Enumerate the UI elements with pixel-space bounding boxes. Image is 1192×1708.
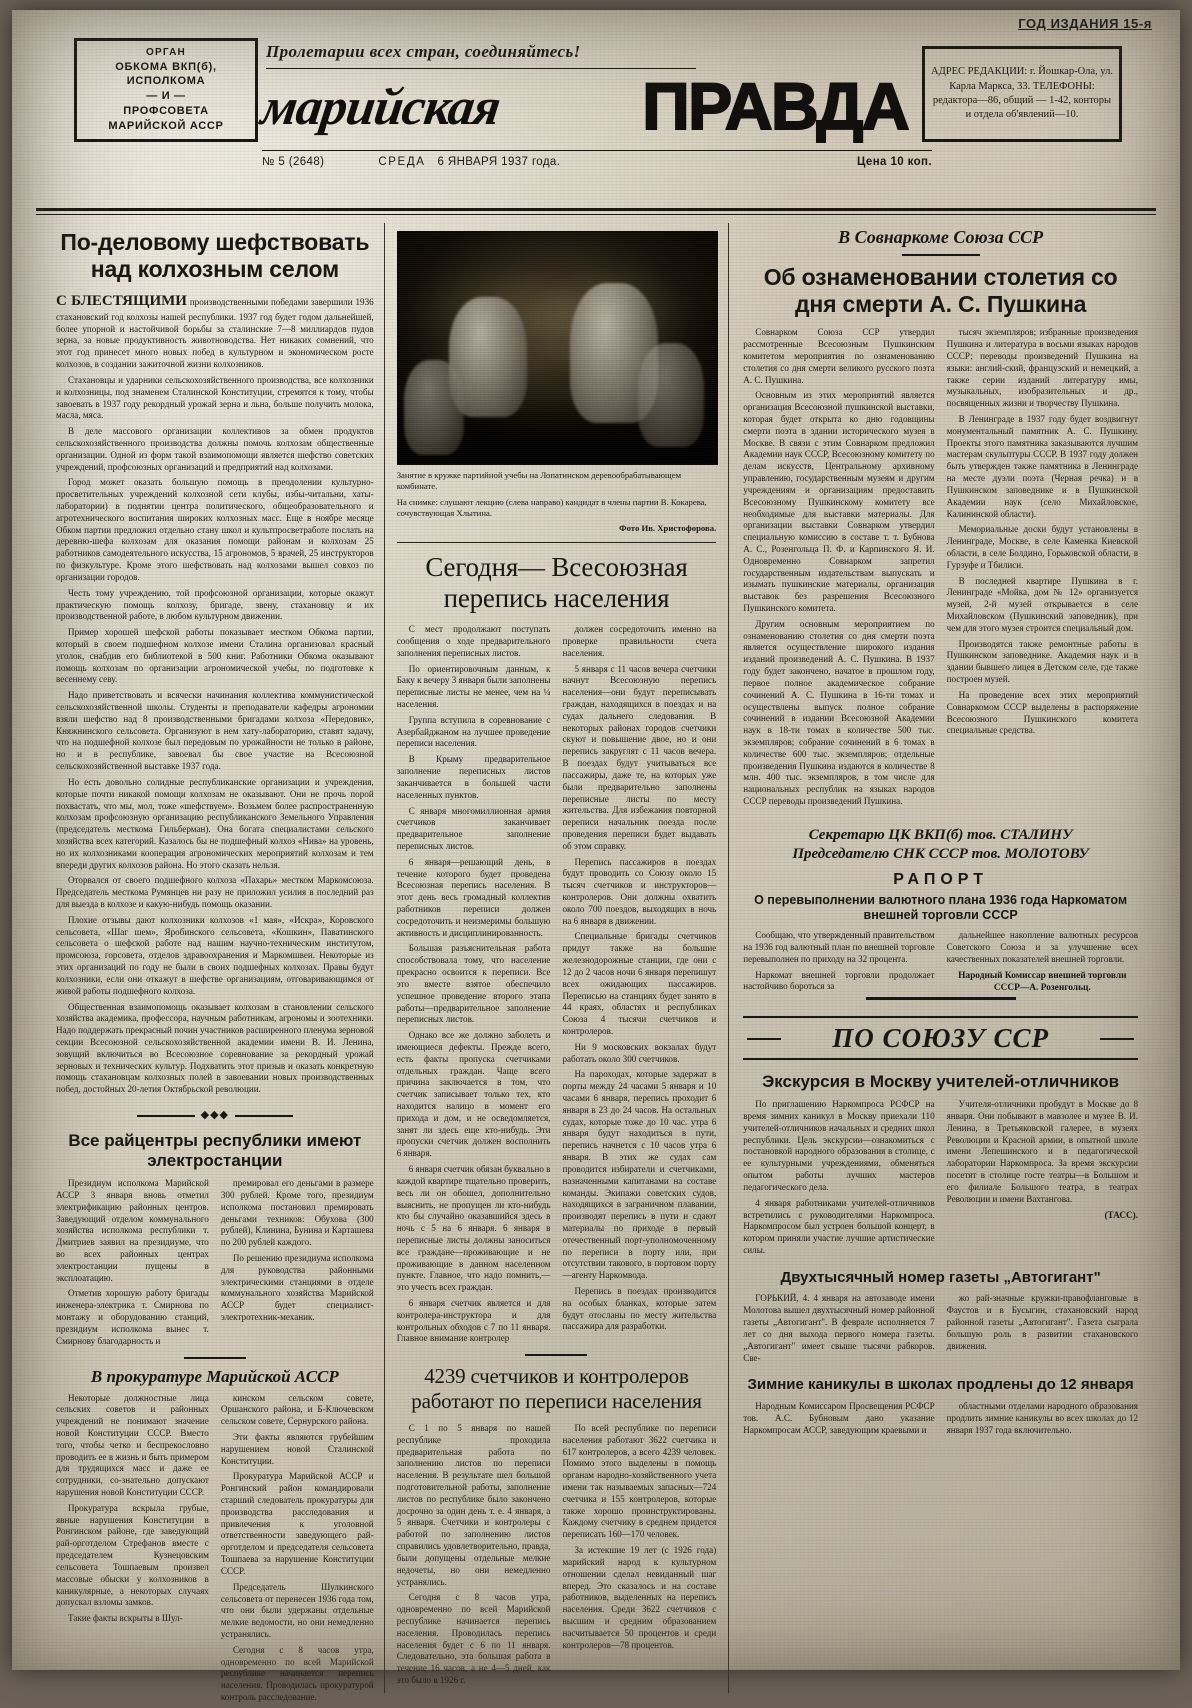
prosecutor-divider (184, 1357, 246, 1359)
census-paragraph: Большая разъяснительная работа способствовала тому, что население прекрасно освоится к переписи. Все это вместе взятое обеспечило успешное проведение второго этапа работы—предварительное заполнение переписных листов. (396, 943, 551, 1025)
winter-holidays-headline: Зимние каникулы в школах продлены до 12 января (747, 1376, 1134, 1394)
prosecutor-paragraph: Такие факты вскрыты в Шул- (68, 1613, 183, 1624)
census-paragraph: 5 января с 11 часов вечера счетчики начнут Всесоюзную перепись населения—они будут переписывать граждан, находящихся в поездах и на судах дальнего следования. В некоторых районах городов счетчики скуют и повышение двое, но и они перепись закруглят с 11 часов вечера. В поездах будут учитываться все пассажиры, даже те, на которых уже были предварительно заполнены переписные листы по месту жительства. Для избежания повторной переписи начальник поезда после проведения переписи будет выдавать об этом справку. (562, 663, 717, 851)
census-body (397, 624, 717, 1349)
editorial-address-box: АДРЕС РЕДАКЦИИ: г. Йошкар-Ола, ул. Карла Маркса, 33. ТЕЛЕФОНЫ: редактора—86, общий — 1-42, конторы и отдела об'явлений—10. (922, 46, 1122, 142)
pushkin-headline: Об ознаменовании столетия со дня смерти А. С. Пушкина (763, 264, 1118, 317)
census-paragraph: 6 января—решающий день, в течение которого будет проведена Всесоюзная перепись населения. В этот день весь громадный коллектив работников переписи должен сосредоточить и неизмеримы большую активность и дисциплинированность. (396, 856, 551, 938)
autogigant-body (743, 1293, 1138, 1368)
census-paragraph: На пароходах, которые задержат в порты между 24 часами 5 января и 10 часами 6 января, перепись проходит 6 января в 23 до 24 часов. На остальных судах, которые тоже до 10 час. утра 6 января будут находиться в пути, перепись начнется с 10 часов утра 6 января. В этих же судах сам проводится избиратели и счетчиками, назначенными капитанами на составе команды. Экипажи советских судов, находящихся в заграничном плавании, производят перепись в пути и сдают материалы по приходе в первый отечественный порт-уполномоченному по переписи в порту или, при отсутствии такового, в портовом порту—агенту Наркомвода. (562, 1069, 717, 1281)
issue-divider (262, 150, 932, 151)
winter-holidays-col-b (947, 1401, 1138, 1440)
pushkin-paragraph: На проведение всех этих мероприятий Совнаркомом СССР выделены в распоряжение Всесоюзного Пушкинского комитета специальные средства. (946, 689, 1138, 736)
publisher-line-6: МАРИЙСКОЙ АССР (108, 120, 224, 133)
publisher-line-3: ИСПОЛКОМА (126, 75, 206, 88)
winter-holidays-paragraph: Народным Комиссаром Просвещения РСФСР тов. А.С. Бубновым дано указание Наркомпросам АССР, заведующим краевыми и (743, 1401, 935, 1435)
column-center (384, 223, 730, 1693)
editorial-paragraph: В деле массового организации коллективов за обмен продуктов сельскохозяйственного производства должны помочь колхозам общественные организации. Одной из форм такой взаимопомощи является шефство советских учреждений, профсоюзных организаций и предприятий над колхозами. (56, 426, 374, 472)
editorial-paragraph: Честь тому учреждению, той профсоюзной организации, которые окажут практическую помощь колхозу, бригаде, звену, стахановцу и их производственной работе, в любом культурном движении. (56, 587, 374, 622)
power-stations-paragraph: По решению президиума исполкома для руководства районными электрическими станциями в отделе коммунального хозяйства Марийской АССР будет специалист-электротехник-механик. (220, 1253, 374, 1323)
census-paragraph: Перепись в поездах производится на особых бланках, которые затем будут отосланы по месту жительства пассажира для разработки. (562, 1286, 717, 1332)
photo-figure (404, 360, 464, 455)
publisher-line-4: — И — (146, 90, 186, 103)
report-col-a (743, 930, 934, 997)
editorial-paragraph: Общественная взаимопомощь оказывает колхозам в становлении сельского хозяйства академика, профессора, научным работникам, агрономы и зоотехники. Надо поддержать прекрасный почин участников расширенного пленума зерновой секции Всесоюзной сельскохозяйственной академии имени В. И. Ленина, зовущий включиться во Всесоюзное соревнование за рекордный урожай зерновых и технических культур. Подхватить этот призыв и оказать конкретную помощь стахановцам колхозных полей в завоевании новых производственных побед, достойных 20-летия Октябрьской революции. (56, 1001, 374, 1095)
power-stations-paragraph: Президиум исполкома Марийской АССР 3 января вновь отметил электрификацию районных центров. Заведующий отделом коммунального хозяйства исполкома республики т. Дмитриев заявил на президиуме, что во всех районных центрах электростанции пущены в эксплоатацию. (56, 1178, 209, 1283)
census-paragraph: должен сосредоточить именно на проверке правильности счета населения. (562, 624, 717, 658)
photo-figure (449, 297, 527, 417)
publisher-line-1: ОРГАН (146, 47, 186, 59)
power-stations-col-b (221, 1178, 374, 1351)
excursion-headline: Экскурсия в Москву учителей-отличников (762, 1072, 1120, 1092)
prosecutor-paragraph: Сегодня с 8 часов утра, одновременно по всей Марийской республике начинается перепись населения. Проводилась прокуратурой контроль расследование. (220, 1644, 374, 1702)
report-body (743, 930, 1138, 997)
editorial-paragraph: Пример хорошей шефской работы показывает местком Обкома партии, который в своем подшефном колхозе имени Сталина организовал красный уголок, снабдив его библиотекой в 500 книг. Работники Обкома оказывают помощь колхозам по организации агрономической учебы, по подготовке к весеннему севу. (56, 627, 374, 685)
sovnarkom-kicker: В Совнаркоме Союза ССР (838, 227, 1044, 247)
prosecutor-paragraph: кинском сельском совете, Оршанского района, и Б-Ключевском сельском совете, Сернурского района. (220, 1392, 374, 1427)
counters-col-b (562, 1423, 716, 1691)
publication-year: ГОД ИЗДАНИЯ 15-я (1018, 16, 1152, 31)
lead-editorial-headline: По-деловому шефствовать над колхозным селом (60, 229, 370, 282)
nameplate (257, 68, 908, 144)
publisher-line-2: ОБКОМА ВКП(б), (115, 60, 217, 73)
excursion-paragraph: 4 января работниками учителей-отличников встретились с руководителями Наркомпроса. Наркомпросом был устроен большой концерт, в котором приняли участие лучшие артистические силы. (743, 1197, 935, 1255)
winter-holidays-paragraph: областными отделами народного образования продлить зимние каникулы во всех школах до 12 января 1937 года включительно. (946, 1401, 1138, 1435)
census-paragraph: Перепись пассажиров в поездах будут проводить со Союзу около 15 тысяч счетчиков и инструкторов—контролеров. Они должны охватить около 700 поездов, выходящих в ночь на 6 января в движении. (562, 856, 717, 926)
report-addressee-stalin: Секретарю ЦК ВКП(б) тов. СТАЛИНУ (808, 826, 1073, 843)
census-col-a (397, 624, 551, 1349)
autogigant-headline: Двухтысячный номер газеты „Автогигант" (780, 1268, 1101, 1286)
publisher-line-5: ПРОФСОВЕТА (123, 105, 209, 118)
autogigant-paragraph: ГОРЬКИЙ, 4. 4 января на автозаводе имени Молотова вышел двухтысячный номер районной газеты „Автогигант". В феврале исполняется 7 лет со дня выхода первого номера газеты. „Автогигант" имеет свыше тысячи рабкоров. Све- (743, 1293, 935, 1363)
census-paragraph: 6 января счетчик является и для контролера-инструктора и для контрольных обходов с 7 по 11 января. Главное внимание контролер (396, 1298, 551, 1344)
issue-number: № 5 (2648) (262, 156, 325, 168)
editorial-lead-text: производственными победами завершили 1936 стахановский год колхозы нашей республики. 1937 год будет годом дальнейшей, более упорной и настойчивой борьбы за сталинские 7—8 миллиардов пудов зерна, за новые продуктивность животноводства. Нет никаких сомнений, что этот год принесет много новых побед в культурном и экономическом росте колхозов, в создании зажиточной жизни колхозников. (56, 297, 374, 370)
pushkin-col-a (743, 327, 934, 812)
divider-bar-right (235, 1115, 293, 1117)
power-stations-body (56, 1178, 374, 1351)
editorial-paragraph: Плохие отзывы дают колхозники колхозов «1 мая», «Искра», Коровского сельсовета, «Шаг шем», Яробинского сельсовета, «Кошкин», Паватинского сельсовета о шефской работе над нашим научно-техническим институтом, промсоюза, горсовета, отделов здравоохранения и Маркомшвеи. Некоторые из этих организаций по году не были в своих подшефных колхозах. Правы будут колхозники, если они откажут в шефстве организациям, отговаривающимся от живой работы подшефного колхоза. (56, 914, 374, 996)
report-signature: Народный Комиссар внешней торговли СССР—А. Розенгольц. (958, 970, 1127, 993)
report-subject: О перевыполнении валютного плана 1936 года Наркоматом внешней торговли СССР (754, 892, 1128, 923)
census-paragraph: Однако все же должно заболеть и имеющиеся дефекты. Прежде всего, есть факты пропуска счетчиками отдельных граждан. Чаще всего причина заключается в том, что счетчик записывает только тех, кто находится налицо в момент его прихода и дом, и не осведомляется, занят ли здесь еще кто-нибудь. Эти пропуски счетчик должен восполнить 6 января. (396, 1030, 551, 1159)
masthead-bottom-rule (36, 208, 1156, 215)
pushkin-paragraph: Совнарком Союза ССР утвердил рассмотренные Всесоюзным Пушкинским комитетом мероприятия по ознаменованию столетия со дня смерти великого русского поэта А. С. Пушкина. (743, 327, 935, 385)
masthead-slogan: Пролетарии всех стран, соединяйтесь! (266, 42, 581, 61)
page-columns (30, 223, 1162, 1702)
prosecutor-paragraph: Некоторые должностные лица сельских советов и районных учреждений не понимают значение новой Конституции СССР. Вместо того, чтобы четко и беспрекословно проводить ее в жизнь и быть примером для трудящихся масс и даже ее сотрудники, со-знательно допускают нарушения новой Конституции СССР. (56, 1392, 209, 1497)
pushkin-paragraph: Основным из этих мероприятий является организация Всесоюзной пушкинской выставки, которая будет открыта ко дню годовщины смерти поэта в здании исторического музея в Москве. В связи с этим Совнарком предложил Академии наук СССР, Всесоюзному комитету по делам искусств, Центральному архивному управлению, государственным музеям и другим учреждениям и организациям предоставить Всесоюзному Пушкинскому комитету все необходимые для выставки материалы. Для организации выставки Совнарком утвердил специальную комиссию в составе т. т. Бубнова А. С., Розенгольца П. Ф. и Карпинского Я. И. Одновременно Совнарком запретил государственным издательствам выпускать и изымать пушкинские материалы, организация выставок без разрешения Всесоюзного Пушкинского комитета. (743, 390, 935, 614)
census-paragraph: В Крыму предварительное заполнение переписных листов заканчивается в большей части населенных пунктов. (396, 754, 551, 800)
counters-col-a (397, 1423, 551, 1691)
census-paragraph: С января многомиллионная армия счетчиков заканчивает предварительное заполнение переписных листов. (396, 805, 551, 851)
divider-bar-left (137, 1115, 195, 1117)
divider-diamonds: ◆◆◆ (200, 1109, 230, 1122)
excursion-col-b (947, 1099, 1138, 1261)
power-stations-col-a (56, 1178, 209, 1351)
pushkin-paragraph: В последней квартире Пушкина в г. Ленинграде «Мойка, дом № 12» организуется музей, 2-й музей открывается в селе Михайловском (Пушкинский заповедник), при чем для этого музея строится специальный дом. (946, 575, 1138, 633)
report-section (743, 826, 1138, 997)
nameplate-pravda: ПРАВДА (642, 69, 908, 143)
census-divider (397, 542, 717, 543)
report-col-b (947, 930, 1138, 997)
column-right (729, 223, 1162, 1693)
prosecutor-kicker: В прокуратуре Марийской АССР (90, 1366, 339, 1386)
issue-price: Цена 10 коп. (856, 156, 932, 168)
report-paragraph: Сообщаю, что утвержденный правительством на 1936 год валютный план по внешней торговле перевыполнен по приходу на 32 процента. (743, 930, 935, 964)
nameplate-mari: марийская (257, 79, 504, 136)
pushkin-col-b (947, 327, 1138, 812)
photo-caption-detail: На снимке: слушают лекцию (слева направо) кандидат в члены партии В. Кокарева, сочувствующая Хлытина. (396, 497, 707, 519)
report-paragraph: дальнейшее накопление валютных ресурсов Советского Союза и за улучшение всех качественных показателей внешней торговли. (946, 930, 1138, 964)
autogigant-paragraph: жо рай-значные кружки-правофланговые в Фаустов и в Бусыгин, стахановский народ районной газеты „Автогигант". Газета сыграла большую роль в развитии стахановского движения. (946, 1293, 1138, 1351)
issue-date: 6 ЯНВАРЯ 1937 года. (437, 156, 561, 168)
census-paragraph: 6 января счетчик обязан буквально в каждой квартире тщательно проверить, весь ли он обошел, дополнительно выяснить, не пропущен ли кто-нибудь кто бы случайно оказавшийся здесь в ночь с 5 на 6 января. 6 января в переписные листы должны заноситься все граждане—проживающие и не проживающие в данном населенном пункте. Главное, что надо помнить,—это учесть всех граждан. (396, 1164, 551, 1293)
census-paragraph: Ни 9 московских вокзалах будут работать около 300 счетчиков. (562, 1041, 717, 1064)
census-col-b (562, 624, 716, 1349)
newspaper-page (12, 10, 1180, 1702)
pushkin-body (743, 327, 1138, 812)
editorial-paragraph: Стахановцы и ударники сельскохозяйственного производства, все колхозники и колхозницы, под знаменем Сталинской Конституции, стремятся к тому, чтобы завоевать в 1937 году рекордный урожай зерна и льна, больше получить молока, масла, мяса. (56, 374, 374, 421)
census-paragraph: Группа вступила в соревнование с Азербайджаном на лучшее проведение переписи населения. (396, 714, 551, 749)
prosecutor-body (56, 1393, 374, 1708)
counters-paragraph: По всей республике по переписи населения работают 3622 счетчика и 617 контролеров, а всего 4239 человек. Помимо этого выделены в помощь органам народно-хозяйственного учета имени так называемых запасных—724 счетчика и 155 контролеров, которые также хорошо проинструктированы. Каждому счетчику в среднем придется переписать 160—170 человек. (562, 1422, 717, 1540)
prosecutor-col-a (56, 1393, 209, 1708)
power-stations-paragraph: Отметив хорошую работу бригады инженера-электрика т. Смирнова по монтажу и оборудованию станций, президиум исполкома вынес т. Смирнову благодарность и (56, 1288, 209, 1346)
counters-paragraph: Сегодня с 8 часов утра, одновременно по всей Марийской республике начинается перепись населения. Проводилась перепись населения будет с 6 по 11 января. Следовательно, эта большая работа в течение 16 часов, а не 4—5 дней, как это было в 1926 г. (396, 1592, 551, 1686)
autogigant-col-a (743, 1293, 934, 1368)
power-stations-paragraph: премировал его деньгами в размере 300 рублей. Кроме того, президиум исполкома постановил премировать деньгами техников: Обухова (300 рублей), Клинина, Бунина и Карташева по 200 рублей каждого. (220, 1178, 374, 1248)
counters-body (397, 1423, 717, 1691)
issue-weekday: СРЕДА (378, 156, 426, 168)
autogigant-col-b (947, 1293, 1138, 1368)
union-section-banner (743, 1016, 1138, 1060)
report-addressee-molotov: Председателю СНК СССР тов. МОЛОТОВУ (792, 846, 1089, 863)
photo-figure (638, 343, 704, 447)
editorial-dropcap: С БЛЕСТЯЩИМИ (56, 293, 187, 310)
pushkin-paragraph: Мемориальные доски будут установлены в Ленинграде, Москве, в селе Каменка Киевской области, в селе Болдино, Горьковской области, в Гурзуфе и Тбилиси. (946, 524, 1138, 570)
winter-holidays-col-a (743, 1401, 934, 1440)
census-headline: Сегодня— Всесоюзная перепись населения (425, 551, 688, 613)
prosecutor-paragraph: Председатель Шулкинского сельсовета от перенесен 1936 года том, что они были удержаны отдельные мелкие ведомости, но они немедленно устранялись. (220, 1581, 374, 1639)
ornamental-divider (56, 1110, 374, 1121)
pushkin-paragraph: Производятся также ремонтные работы в Пушкинском заповеднике. Академия наук и в здании бывшего лицея в Детском селе, где также построен музей. (946, 638, 1138, 685)
pushkin-paragraph: Другим основным мероприятием по ознаменованию столетия со дня смерти поэта является осуществление широкого издания изданий произведений А. С. Пушкина. В 1937 году будет закончено, начатое в прошлом году, первое полное академическое собрание сочинений А. С. Пушкина в 16-ти томах и осуществлены выпуск полное собрание сочинений в издании Всесоюзной Академии наук в 18-ти томах в количестве 500 тыс. экземпляров; собрание сочинений в 6 томах в количестве 600 тыс. экземпляров; отдельные произведения Пушкина издаются в количестве 8 млн. 400 тыс. экземпляров, в том числе для национальных республик на языках народов СССР переводы произведений Пушкина. (743, 618, 935, 807)
editorial-paragraph: Оторвался от своего подшефного колхоза «Пахарь» местком Маркомсоюза. Председатель месткома Румянцев ни разу не приложил усилия в последний раз для выезда в колхозе и какую-нибудь помощь оказании. (56, 875, 374, 910)
union-banner-label: ПО СОЮЗУ ССР (832, 1022, 1049, 1053)
power-stations-headline: Все райцентры республики имеют электростанции (68, 1131, 362, 1171)
winter-holidays-body (743, 1401, 1138, 1440)
pushkin-paragraph: В Ленинграде в 1937 году будет воздвигнут монументальный памятник А. С. Пушкину. Проекты этого памятника заказываются лучшим мастерам скульптуры СССР. В 1937 году должен быть утвержден также памятника в Ленинграде на месте дуэли поэта (Черная речка) и в Пушкинском заповеднике и в Пушкинской Академии наук (село Михайловское, Калининской области). (946, 414, 1138, 519)
party-study-photo (397, 231, 719, 465)
prosecutor-paragraph: Прокуратура Марийской АССР и Ронгинский район командировали старший следователь прокуратуры для производства расследования и привлечения к уголовной ответственности заведующего рай-орготделом и председателя сельсовета Тошпаева за нарушение Конституции СССР. (220, 1471, 374, 1576)
counters-divider (525, 1354, 587, 1356)
counters-paragraph: За истекшие 19 лет (с 1926 года) марийский народ к культурном отношении сделал невиданный шаг вперед. Это сказалось и на составе работников, выделенных на перепись населения. Среди 3622 счетчиков с высшим и средним образованием насчитывается 50 процентов и среди контролеров—78 процентов. (562, 1545, 717, 1650)
report-paragraph: Наркомат внешней торговли продолжает настойчиво бороться за (743, 969, 935, 992)
excursion-paragraph: По приглашению Наркомпроса РСФСР на время зимних каникул в Москву приехали 110 учителей-отличников начальных и средних школ республики. Цель экскурсии—ознакомиться с постановкой народного образования в столице, с ее культурными учреждениями, обменяться опытом работы лучших мастеров педагогического дела. (743, 1099, 935, 1192)
editorial-paragraph: Город может оказать большую помощь в преодолении культурно-просветительных учреждений колхозной сети клубы, избы-читальни, хаты-лаборатории) в поднятии центра политического, общеобразовательного и агротехнического воспитания широких колхозных масс. Еще в ноябре месяце Обком партии предложил отдельно стану школ и культпросветработе послать на деревню-шефа колхозам для оказания помощи районам и колхозам 25 работников самодеятельного искусства, 15 агрономов, 5 врачей, 25 инструкторов по физкультуре. Кроме этого шефствовать над колхозами вышел совхоз по организации городов. (56, 477, 374, 582)
photo-credit: Фото Ив. Христофорова. (619, 522, 717, 533)
publisher-box (74, 38, 258, 142)
prosecutor-col-b (221, 1393, 374, 1708)
union-banner-cap (866, 997, 1016, 1000)
census-paragraph: С мест продолжают поступать сообщения о ходе предварительного заполнения переписных листов. (396, 624, 551, 658)
sovnarkom-kicker-rule (902, 254, 980, 256)
prosecutor-paragraph: Прокуратура вскрыла грубые, явные нарушения Конституции в Ронгинском районе, где заведующий рай-орготделом Стрефанов вместе с председателем Кузнецовским сельсовета Тошпаевым произвел массовые обыски у колхозников в каникулярные, а некоторых случаях допускал взломы замков. (56, 1502, 209, 1608)
excursion-body (743, 1099, 1138, 1261)
excursion-paragraph: Учителя-отличники пробудут в Москве до 8 января. Они побывают в мавзолее и музее В. И. Ленина, в Третьяковской галерее, в музеях Революции и Красной армии, в опытной школе имени Лепешинского и в педагогической лаборатории Наркомпроса. За время экскурсии посетят в столице госте театры—в Большом и его филиале Большого театра, в театрах Революции и имени Вахтангова. (946, 1099, 1138, 1204)
census-paragraph: Специальные бригады счетчиков придут также на большие железнодорожные станции, где они с 12 до 2 часов ночи 6 января перепишут всех ожидающих пассажиров. Переписью на станциях будет занято в 44 краях, областях и республиках Союза 4 тысячи счетчиков и контролеров. (562, 931, 717, 1036)
editorial-paragraph: Но есть довольно солидные республиканские организации и учреждения, которые почти никакой помощи колхозам не оказывают. Они не прочь порой похвастать, что мы, мол, тоже «шефствуем». Возьмем более распространенную колхозам профсоюзную организацию республиканского Земельного Управления (председатель месткома Гильберман). Она богата специалистами сельского хозяйства всех категорий. Казалось бы не подшефный колхоз «Нива» на уровень, но их колхозниками кооперация агрономических мероприятий колхозам и тем впереди других колхозов района. Но этого сказать нельзя. (56, 776, 374, 870)
counters-headline: 4239 счетчиков и контролеров работают по переписи населения (411, 1364, 702, 1413)
editorial-lead (56, 292, 374, 371)
issue-line (262, 156, 932, 168)
census-paragraph: По ориентировочным данным, к Баку к вечеру 3 января были заполнены переписные листы не менее, чем на ¼ населения. (396, 663, 551, 709)
column-left (30, 223, 384, 1702)
editorial-paragraph: Надо приветствовать и всячески начинания коллектива коммунистической сельскохозяйственной школы. Студенты и преподаватели кафедры агрономии взяли шефство над 8 производственными бригадами колхоза «Передовик», Княжнинского сельсовета. Организуют в нем хату-лабораторию, ставят задачу, что на подшефной колхозе был передовым по урожайности не только в районе, но и в республике, завоевал бы свое участие на Всесоюзной сельскохозяйственной выставке 1937 года. (56, 690, 374, 772)
masthead (30, 10, 1162, 202)
photo-caption: Занятие в кружке партийной учебы на Лопатинском деревообрабатывающем комбинате. (396, 470, 682, 492)
report-title: РАПОРТ (893, 870, 989, 888)
excursion-col-a (743, 1099, 934, 1261)
photo-figure (570, 283, 658, 423)
pushkin-paragraph: тысяч экземпляров; избранные произведения Пушкина и литература в восьми языках народов СССР; переводы произведений Пушкина на языки: англий-ский, французский и немецкий, а также серии изданий литературу имы, музыкальных, изобразительных и др., посвященных жизни и творчеству Пушкина. (946, 327, 1138, 409)
excursion-agency-credit: (ТАСС). (1104, 1209, 1138, 1220)
prosecutor-paragraph: Эти факты являются грубейшим нарушением новой Сталинской Конституции. (220, 1431, 374, 1466)
counters-paragraph: С 1 по 5 января по нашей республике проходила предварительная работа по заполнению листов по переписи населения. В результате шел большой подготовительной работы, заполнение листов по республике было закончено досрочно за один день т. е. 4 января, а 5 января. Счетчики и контролеры с работой по заполнению листов справились удовлетворительно, правда, были допущены отдельные мелкие недочеты, но они немедленно устранялись. (396, 1422, 551, 1587)
